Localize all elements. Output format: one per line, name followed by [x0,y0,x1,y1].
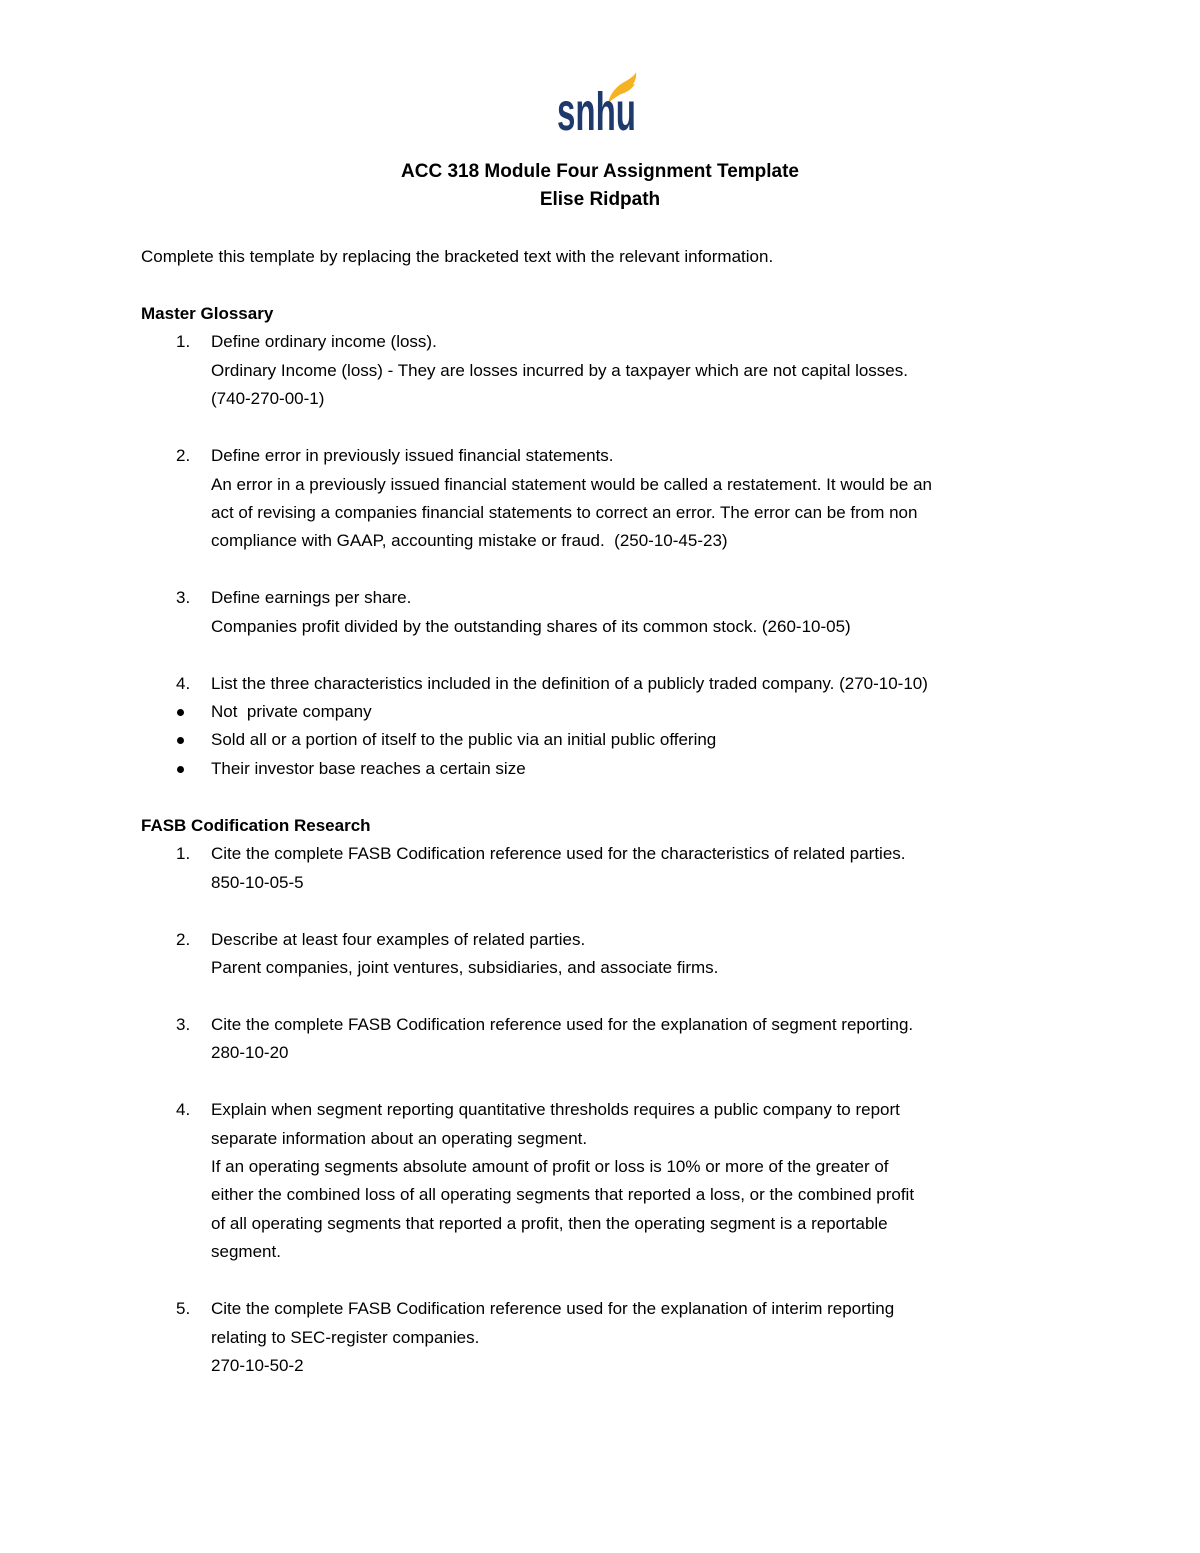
item-number: 4. [176,1100,191,1120]
bullet-icon [177,737,184,744]
question-line: relating to SEC-register companies. [211,1327,480,1347]
item-number: 2. [176,446,191,466]
answer-line: Ordinary Income (loss) - They are losses incurred by a taxpayer which are not capital losses. [211,360,908,380]
fasb-item-5 [141,1295,1141,1380]
answer-line: segment. [211,1242,281,1262]
fasb-item-3 [141,1011,1141,1068]
bullet-item [141,698,1141,726]
title-block [0,158,1200,214]
document-title: ACC 318 Module Four Assignment Template [401,161,799,182]
item-number: 2. [176,929,191,949]
bullet-icon [177,766,184,773]
answer-line: 270-10-50-2 [211,1356,304,1376]
bullet-item [141,726,1141,754]
question-line: Define error in previously issued financial statements. [211,446,614,466]
answer-line: (740-270-00-1) [211,389,325,409]
question-line: Define earnings per share. [211,588,412,608]
answer-line: compliance with GAAP, accounting mistake or fraud. (250-10-45-23) [211,531,728,551]
question-line: Cite the complete FASB Codification reference used for the characteristics of related parties. [211,844,906,864]
item-number: 4. [176,673,191,693]
answer-line: If an operating segments absolute amount of profit or loss is 10% or more of the greater of [211,1157,889,1176]
question-line: separate information about an operating segment. [211,1128,588,1148]
item-number: 1. [176,844,191,864]
question-line: Describe at least four examples of related parties. [211,929,586,949]
bullet-item [141,755,1141,783]
answer-line: Companies profit divided by the outstanding shares of its common stock. (260-10-05) [211,616,851,636]
answer-line: 280-10-20 [211,1043,289,1063]
item-number: 1. [176,332,191,352]
section-heading-master-glossary: Master Glossary [141,303,274,323]
bullet-text: Their investor base reaches a certain size [211,758,526,778]
item-number: 3. [176,1014,191,1034]
bullet-icon [177,709,184,716]
logo-text: snhu [557,82,636,142]
fasb-item-1 [141,840,1141,897]
fasb-item-2 [141,926,1141,983]
bullet-text: Not private company [211,702,372,721]
glossary-item-1 [141,328,1141,413]
glossary-item-2 [141,442,1141,556]
item-number: 5. [176,1299,191,1319]
question-line: Define ordinary income (loss). [211,332,437,352]
question-line: Explain when segment reporting quantitative thresholds requires a public company to report [211,1100,900,1120]
author-name: Elise Ridpath [539,189,661,210]
answer-line: 850-10-05-5 [211,872,304,892]
question-line: List the three characteristics included in the definition of a publicly traded company. (270-10-10) [211,673,928,693]
question-line: Cite the complete FASB Codification reference used for the explanation of interim reporting [211,1299,895,1319]
bullet-text: Sold all or a portion of itself to the public via an initial public offering [211,730,717,750]
item-number: 3. [176,588,191,608]
fasb-item-4 [141,1096,1141,1267]
answer-line: either the combined loss of all operating segments that reported a loss, or the combined profit [211,1185,915,1205]
answer-line: of all operating segments that reported a profit, then the operating segment is a reportable [211,1213,888,1233]
answer-line: act of revising a companies financial statements to correct an error. The error can be from non [211,502,918,522]
glossary-item-3 [141,584,1141,641]
document-body [141,243,1141,1381]
section-heading-fasb-research: FASB Codification Research [141,815,371,835]
answer-line: An error in a previously issued financial statement would be called a restatement. It would be an [211,474,933,494]
instructions: Complete this template by replacing the bracketed text with the relevant information. [141,247,774,266]
answer-line: Parent companies, joint ventures, subsidiaries, and associate firms. [211,957,719,977]
snhu-logo [550,70,650,142]
glossary-item-4 [141,670,1141,784]
question-line: Cite the complete FASB Codification reference used for the explanation of segment reporting. [211,1014,914,1034]
